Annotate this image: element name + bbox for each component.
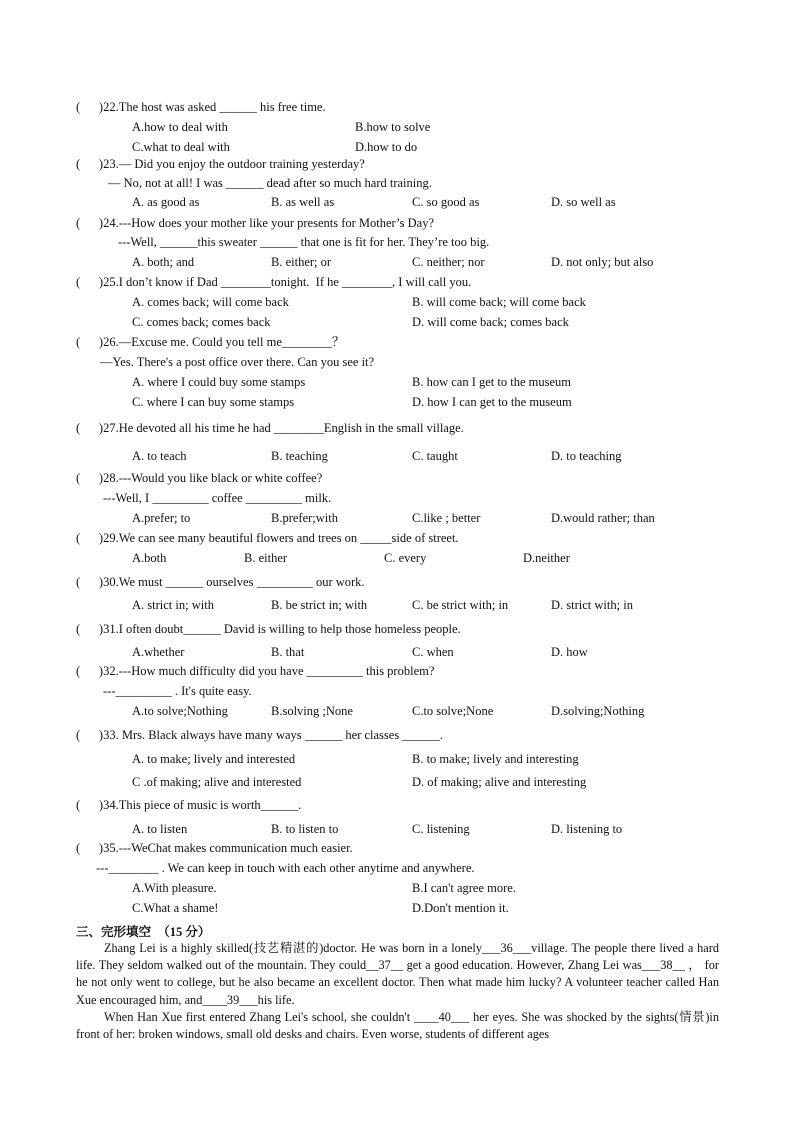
question-34-option-d: D. listening to — [551, 822, 623, 836]
passage-paragraph-2: When Han Xue first entered Zhang Lei's school, she couldn't ____40___ her eyes. She was shocked by the sights(情景)in front of her: broken windows, small old desks and chairs. Even worse, students of different ages — [76, 1009, 719, 1042]
question-30-option-c: C. be strict with; in — [412, 598, 509, 612]
question-32-stem: ( )32.---How much difficulty did you have _________ this problem? — [76, 664, 435, 678]
question-24-option-d: D. not only; but also — [551, 255, 654, 269]
question-33-stem: ( )33. Mrs. Black always have many ways ______ her classes ______. — [76, 728, 443, 742]
question-26-subline: —Yes. There's a post office over there. Can you see it? — [100, 355, 375, 369]
question-30-option-d: D. strict with; in — [551, 598, 633, 612]
question-24-stem: ( )24.---How does your mother like your presents for Mother’s Day? — [76, 216, 435, 230]
question-34-stem: ( )34.This piece of music is worth______. — [76, 798, 302, 812]
question-32-option-c: C.to solve;None — [412, 704, 494, 718]
question-29-stem: ( )29.We can see many beautiful flowers and trees on _____side of street. — [76, 531, 459, 545]
question-23-option-c: C. so good as — [412, 195, 480, 209]
question-33-option-d: D. of making; alive and interesting — [412, 775, 587, 789]
question-30-stem: ( )30.We must ______ ourselves _________ our work. — [76, 575, 365, 589]
section-heading-cloze: 三、完形填空 （15 分） — [76, 925, 211, 939]
question-34-option-a: A. to listen — [132, 822, 188, 836]
question-24-subline: ---Well, ______this sweater ______ that one is fit for her. They’re too big. — [118, 235, 490, 249]
question-22-option-d: D.how to do — [355, 140, 418, 154]
question-24-option-a: A. both; and — [132, 255, 195, 269]
question-22-option-b: B.how to solve — [355, 120, 431, 134]
question-31-stem: ( )31.I often doubt______ David is willing to help those homeless people. — [76, 622, 461, 636]
question-25-option-b: B. will come back; will come back — [412, 295, 586, 309]
question-28-option-d: D.would rather; than — [551, 511, 655, 525]
question-33-option-a: A. to make; lively and interested — [132, 752, 296, 766]
question-22-option-c: C.what to deal with — [132, 140, 230, 154]
question-32-subline: ---_________ . It's quite easy. — [103, 684, 252, 698]
question-30-option-b: B. be strict in; with — [271, 598, 368, 612]
question-29-option-c: C. every — [384, 551, 427, 565]
question-27-option-b: B. teaching — [271, 449, 328, 463]
question-35-option-d: D.Don't mention it. — [412, 901, 509, 915]
question-28-option-a: A.prefer; to — [132, 511, 191, 525]
question-28-option-b: B.prefer;with — [271, 511, 338, 525]
question-32-option-a: A.to solve;Nothing — [132, 704, 228, 718]
question-27-option-d: D. to teaching — [551, 449, 622, 463]
question-25-option-a: A. comes back; will come back — [132, 295, 289, 309]
cloze-passage — [76, 940, 719, 1043]
question-24-option-b: B. either; or — [271, 255, 332, 269]
question-24-option-c: C. neither; nor — [412, 255, 485, 269]
question-25-option-c: C. comes back; comes back — [132, 315, 271, 329]
question-35-option-c: C.What a shame! — [132, 901, 219, 915]
question-31-option-b: B. that — [271, 645, 305, 659]
question-22-stem: ( )22.The host was asked ______ his free time. — [76, 100, 326, 114]
question-28-stem: ( )28.---Would you like black or white coffee? — [76, 471, 323, 485]
question-34-option-b: B. to listen to — [271, 822, 339, 836]
question-26-stem: ( )26.—Excuse me. Could you tell me________？ — [76, 335, 345, 349]
question-25-option-d: D. will come back; comes back — [412, 315, 569, 329]
question-26-option-a: A. where I could buy some stamps — [132, 375, 306, 389]
question-26-option-d: D. how I can get to the museum — [412, 395, 572, 409]
question-22-option-a: A.how to deal with — [132, 120, 228, 134]
question-26-option-b: B. how can I get to the museum — [412, 375, 571, 389]
passage-paragraph-1: Zhang Lei is a highly skilled(技艺精湛的)doctor. He was born in a lonely___36___village. The people there lived a hard life. They seldom walked out of the mountain. They could__37__ get a good education. However, Zhang Lei was___38__ ， for he not only went to college, but he also became an excellent doctor. Then what made him lucky? A volunteer teacher called Han Xue encouraged him, and____39___his life. — [76, 941, 719, 1007]
question-28-subline: ---Well, I _________ coffee _________ milk. — [103, 491, 332, 505]
question-27-option-a: A. to teach — [132, 449, 187, 463]
question-31-option-d: D. how — [551, 645, 588, 659]
question-25-stem: ( )25.I don’t know if Dad ________tonight. If he ________, I will call you. — [76, 275, 472, 289]
question-23-option-d: D. so well as — [551, 195, 616, 209]
question-32-option-d: D.solving;Nothing — [551, 704, 645, 718]
question-23-stem: ( )23.— Did you enjoy the outdoor training yesterday? — [76, 157, 365, 171]
question-34-option-c: C. listening — [412, 822, 470, 836]
question-32-option-b: B.solving ;None — [271, 704, 353, 718]
question-35-subline: ---________ . We can keep in touch with each other anytime and anywhere. — [96, 861, 475, 875]
question-33-option-c: C .of making; alive and interested — [132, 775, 302, 789]
question-30-option-a: A. strict in; with — [132, 598, 214, 612]
question-23-option-b: B. as well as — [271, 195, 335, 209]
question-28-option-c: C.like ; better — [412, 511, 481, 525]
question-33-option-b: B. to make; lively and interesting — [412, 752, 579, 766]
question-29-option-b: B. either — [244, 551, 288, 565]
question-26-option-c: C. where I can buy some stamps — [132, 395, 295, 409]
question-35-stem: ( )35.---WeChat makes communication much easier. — [76, 841, 353, 855]
question-31-option-a: A.whether — [132, 645, 185, 659]
question-31-option-c: C. when — [412, 645, 454, 659]
question-35-option-a: A.With pleasure. — [132, 881, 217, 895]
question-29-option-a: A.both — [132, 551, 167, 565]
question-27-option-c: C. taught — [412, 449, 458, 463]
question-23-option-a: A. as good as — [132, 195, 200, 209]
question-29-option-d: D.neither — [523, 551, 570, 565]
question-23-subline: — No, not at all! I was ______ dead after so much hard training. — [108, 176, 432, 190]
question-35-option-b: B.I can't agree more. — [412, 881, 516, 895]
question-27-stem: ( )27.He devoted all his time he had ________English in the small village. — [76, 421, 464, 435]
